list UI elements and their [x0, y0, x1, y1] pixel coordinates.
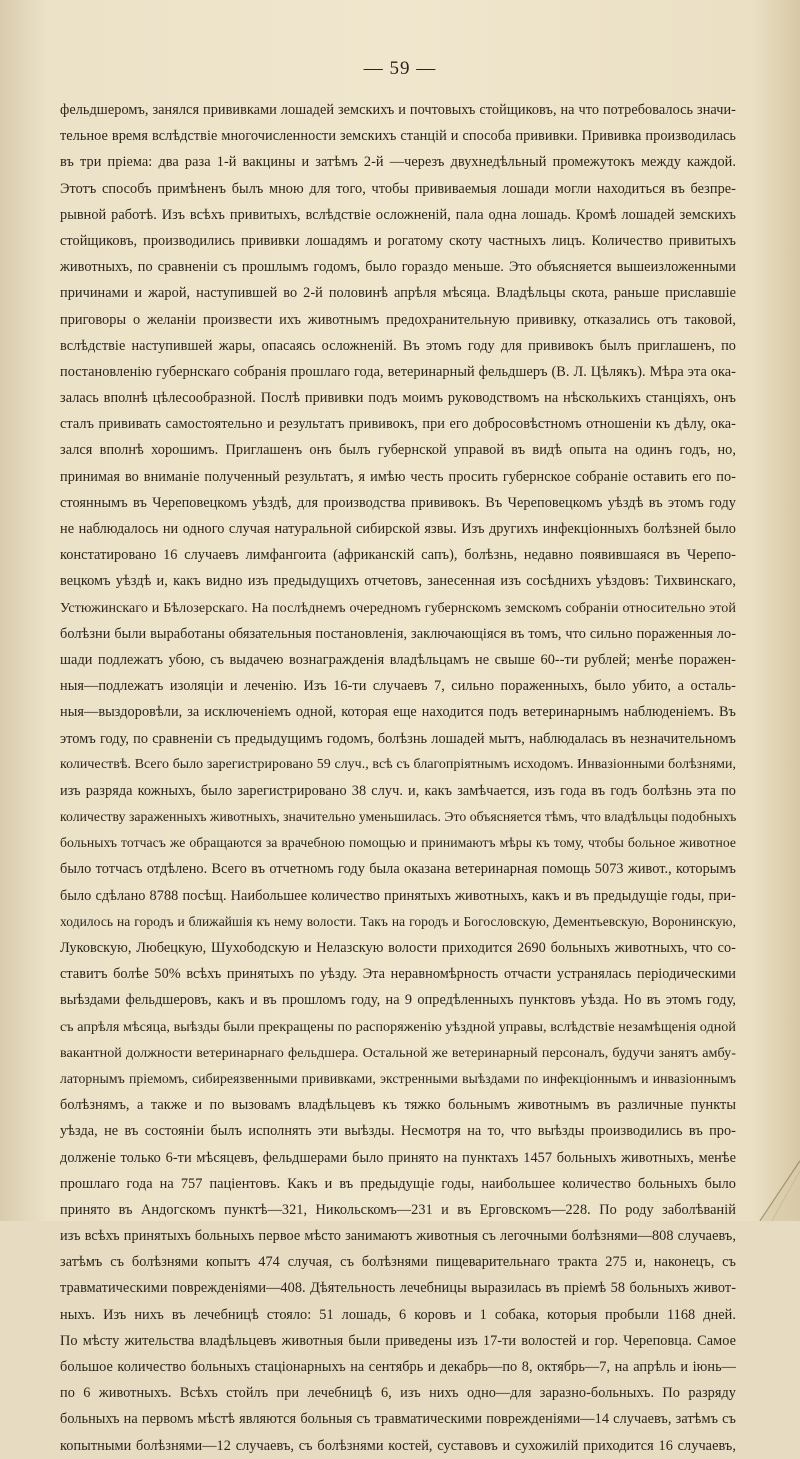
text-line: принято въ Андогскомъ пунктѣ—321, Никольскомъ—231 и въ Ерговскомъ—228. По роду заболѣваній	[60, 1201, 736, 1218]
text-line: было тотчасъ отдѣлено. Всего въ отчетномъ году была оказана ветеринарная помощь 5073 живот., которымъ	[60, 861, 736, 878]
text-line: изъ всѣхъ принятыхъ больныхъ первое мѣсто занимаютъ животныя съ легочными болѣзнями—808 случаевъ,	[60, 1228, 736, 1245]
text-line: больныхъ на первомъ мѣстѣ являются больныя съ травматическими поврежденіями—14 случаевъ, затѣмъ съ	[60, 1411, 736, 1428]
text-line: приговоры о желаніи произвести ихъ животнымъ предохранительную прививку, отказались отъ таковой,	[60, 311, 736, 328]
text-line: затѣмъ съ болѣзнями копытъ 474 случая, съ болѣзнями пищеварительнаго тракта 275 и, наконецъ, съ	[60, 1254, 736, 1271]
text-line: вслѣдствіе наступившей жары, опасаясь осложненій. Въ этомъ году для прививокъ былъ приглашенъ, по	[60, 337, 736, 354]
text-line: въ три пріема: два раза 1-й вакцины и затѣмъ 2-й —черезъ двухнедѣльный промежутокъ между каждой.	[60, 154, 736, 171]
text-line: зался вполнѣ хорошимъ. Приглашенъ онъ былъ губернской управой въ видѣ опыта на одинъ годъ, но,	[60, 442, 736, 459]
text-line: прошлаго года на 757 паціентовъ. Какъ и въ предыдущіе годы, наибольшее количество больныхъ было	[60, 1175, 736, 1192]
text-line: больныхъ тотчасъ же обращаются за врачебною помощью и принимаютъ мѣры къ тому, чтобы больное животное	[60, 835, 736, 851]
text-line: изъ разряда кожныхъ, было зарегистрировано 38 случ. и, какъ замѣчается, изъ года въ годъ болѣзнь эта по	[60, 782, 736, 799]
text-line: ныя—подлежатъ изоляціи и леченію. Изъ 16-ти случаевъ 7, сильно пораженныхъ, было убито, а осталь-	[60, 678, 736, 695]
page-number: — 59 —	[363, 58, 437, 79]
text-line: ныя—выздоровѣли, за исключеніемъ одной, которая еще находится подъ ветеринарнымъ наблюденіемъ. Въ	[60, 704, 736, 721]
text-line: травматическими поврежденіями—408. Дѣятельность лечебницы выразилась въ пріемѣ 58 больныхъ живот-	[60, 1280, 736, 1297]
text-line: фельдшеромъ, занялся прививками лошадей земскихъ и почтовыхъ стойщиковъ, на что потребовалось значи-	[60, 102, 736, 118]
text-line: стойщиковъ, производились прививки лошадямъ и рогатому скоту частныхъ лицъ. Количество привитыхъ	[60, 232, 736, 249]
text-line: вакантной должности ветеринарнаго фельдшера. Остальной же ветеринарный персоналъ, будучи занятъ амбу-	[60, 1044, 736, 1061]
text-line: констатировано 16 случаевъ лимфангоита (африканскій сапъ), болѣзнь, недавно появившаяся въ Черепо-	[60, 547, 736, 564]
text-line: постановленію губернскаго собранія прошлаго года, ветеринарный фельдшеръ (В. Л. Цѣлякъ). Мѣра эта ока-	[60, 363, 736, 380]
text-line: тельное время вслѣдствіе многочисленности земскихъ станцій и способа прививки. Прививка производилась	[60, 128, 736, 145]
text-line: Устюжинскаго и Бѣлозерскаго. На послѣднемъ очередномъ губернскомъ земскомъ собраніи относительно этой	[60, 599, 736, 616]
text-line: ходилось на городъ и ближайшія къ нему волости. Такъ на городъ и Богословскую, Дементьевскую, Воронинскую,	[60, 913, 736, 929]
text-line: болѣзнямъ, а также и по вызовамъ владѣльцевъ къ тяжко больнымъ животнымъ въ различные пункты	[60, 1097, 736, 1114]
text-line: выѣздами фельдшеровъ, какъ и въ прошломъ году, на 9 опредѣленныхъ пунктовъ уѣзда. Но въ этомъ году,	[60, 992, 736, 1009]
text-line: количеству зараженныхъ животныхъ, значительно уменьшилась. Это объясняется тѣмъ, что владѣльцы подобныхъ	[60, 809, 737, 825]
text-line: шади подлежатъ убою, съ выдачею вознагражденія владѣльцамъ не свыше 60--ти рублей; менѣе поражен-	[60, 651, 736, 668]
body-text	[60, 97, 736, 1459]
text-line: принимая во вниманіе полученный результатъ, я имѣю честь просить губернское собраніе оставить его по-	[60, 468, 736, 485]
text-line: залась вполнѣ цѣлесообразной. Послѣ прививки подъ моимъ руководствомъ на нѣсколькихъ станціяхъ, онъ	[60, 390, 736, 407]
text-line: болѣзни были выработаны обязательныя постановленія, заключающіяся въ томъ, что сильно пораженныя ло-	[60, 625, 736, 642]
text-line: этомъ году, по сравненіи съ предыдущимъ годомъ, болѣзнь лошадей мытъ, наблюдалась въ незначительномъ	[60, 730, 736, 747]
text-line: копытными болѣзнями—12 случаевъ, съ болѣзнями костей, суставовъ и сухожилій приходится 16 случаевъ,	[60, 1437, 736, 1454]
page-corner-fold	[710, 1131, 800, 1221]
text-line: ставитъ болѣе 50% всѣхъ принятыхъ по уѣзду. Эта неравномѣрность отчасти устранялась періодическими	[60, 966, 736, 983]
text-line: Луковскую, Любецкую, Шухободскую и Нелазскую волости приходится 2690 больныхъ животныхъ, что со-	[60, 940, 736, 956]
text-line: сталъ прививать самостоятельно и результатъ прививокъ, при его добросовѣстномъ отношеніи къ дѣлу, ока-	[60, 416, 736, 433]
text-line: съ апрѣля мѣсяца, выѣзды были прекращены по распоряженію уѣздной управы, вслѣдствіе незамѣщенія одной	[60, 1018, 736, 1035]
text-line: было сдѣлано 8788 посѣщ. Наибольшее количество принятыхъ животныхъ, какъ и въ предыдущіе годы, при-	[60, 887, 736, 904]
text-line: причинами и жарой, наступившей во 2-й половинѣ апрѣля мѣсяца. Владѣльцы скота, раньше приславшіе	[60, 285, 736, 302]
text-line: по 6 животныхъ. Всѣхъ стойлъ при лечебницѣ 6, изъ нихъ одно—для заразно-больныхъ. По разряду	[60, 1385, 736, 1402]
text-line: По мѣсту жительства владѣльцевъ животныя были приведены изъ 17-ти волостей и гор. Череповца. Самое	[60, 1332, 736, 1349]
text-line: количествѣ. Всего было зарегистрировано 59 случ., всѣ съ благопріятнымъ исходомъ. Инвазіонными болѣзнями,	[60, 756, 736, 772]
text-line: рывной работѣ. Изъ всѣхъ привитыхъ, вслѣдствіе осложненій, пала одна лошадь. Кромѣ лошадей земскихъ	[60, 206, 736, 223]
text-line: большое количество больныхъ стаціонарныхъ на сентябрь и декабрь—по 8, октябрь—7, на апрѣль и іюнь—	[60, 1359, 736, 1375]
text-line: вецкомъ уѣздѣ и, какъ видно изъ предыдущихъ отчетовъ, занесенная изъ сосѣднихъ уѣздовъ: Тихвинскаго,	[60, 573, 736, 590]
text-line: стояннымъ въ Череповецкомъ уѣздѣ, для производства прививокъ. Въ Череповецкомъ уѣздѣ въ этомъ году	[60, 494, 736, 511]
text-line: ныхъ. Изъ нихъ въ лечебницѣ стояло: 51 лошадь, 6 коровъ и 1 собака, которыя пробыли 1168 дней.	[60, 1306, 736, 1323]
text-line: латорнымъ пріемомъ, сибиреязвенными прививками, экстренными выѣздами по инфекціоннымъ и инвазіоннымъ	[60, 1070, 736, 1086]
text-line: Этотъ способъ примѣненъ былъ мною для того, чтобы прививаемыя лошади могли находиться въ безпре-	[60, 180, 736, 197]
text-line: долженіе только 6-ти мѣсяцевъ, фельдшерами было принято на пунктахъ 1457 больныхъ животныхъ, менѣе	[60, 1149, 736, 1166]
text-line: не наблюдалось ни одного случая натуральной сибирской язвы. Изъ другихъ инфекціонныхъ болѣзней было	[60, 521, 736, 537]
text-line: животныхъ, по сравненіи съ прошлымъ годомъ, было гораздо меньше. Это объясняется вышеизложенными	[60, 259, 736, 276]
text-line: уѣзда, не въ состояніи былъ исполнять эти выѣзды. Несмотря на то, что выѣзды производились въ про-	[60, 1123, 736, 1140]
